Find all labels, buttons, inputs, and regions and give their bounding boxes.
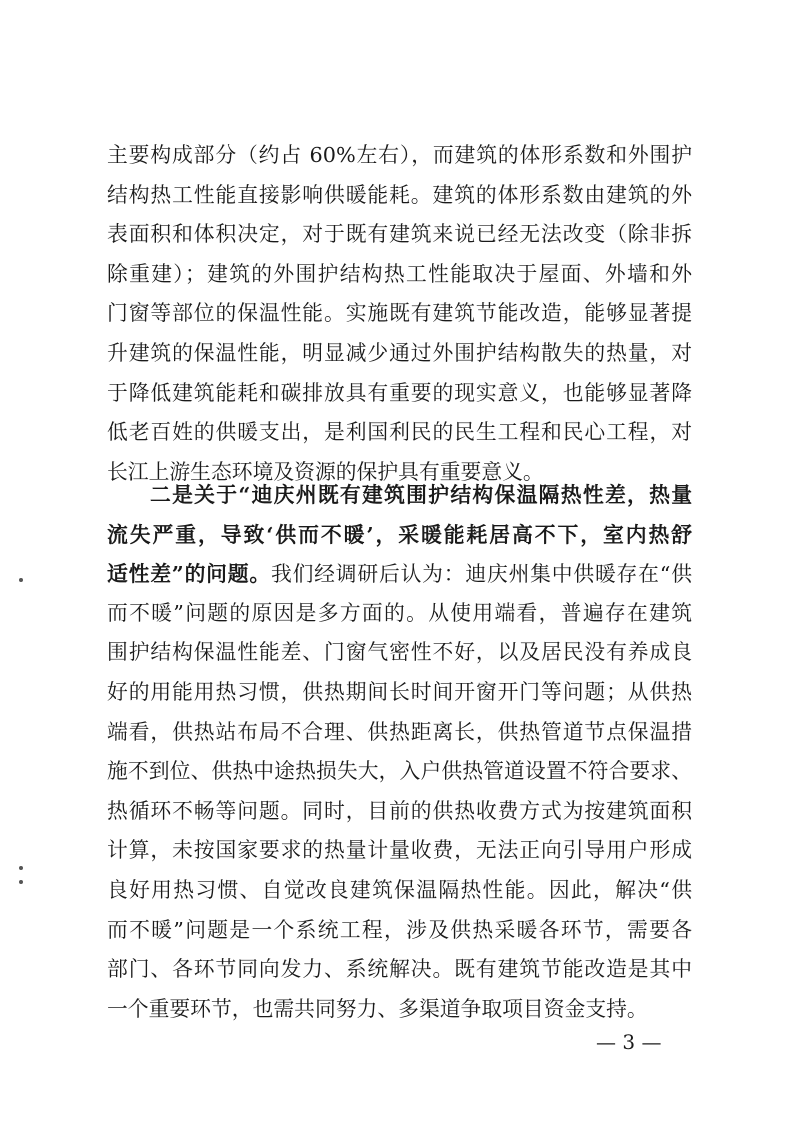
paragraph-1 xyxy=(107,136,692,492)
margin-mark xyxy=(19,880,23,884)
text-line: 结构热工性能直接影响供暖能耗。建筑的体形系数由建筑的外 xyxy=(107,182,692,207)
text-line: 好的用能用热习惯，供热期间长时间开窗开门等问题；从供热 xyxy=(107,679,692,704)
page-number: — 3 — xyxy=(596,1030,662,1054)
text-line: 表面积和体积决定，对于既有建筑来说已经无法改变（除非拆 xyxy=(107,222,692,247)
text-line: 于降低建筑能耗和碳排放具有重要的现实意义，也能够显著降 xyxy=(107,380,692,405)
text-line: 而不暖”问题是一个系统工程，涉及供热采暖各环节，需要各 xyxy=(107,917,692,942)
text-line: 长江上游生态环境及资源的保护具有重要意义。 xyxy=(107,459,544,484)
bold-heading-end: 适性差”的问题。 xyxy=(107,561,271,587)
margin-mark xyxy=(19,866,23,870)
text-line: 低老百姓的供暖支出，是利国利民的民生工程和民心工程，对 xyxy=(107,420,692,445)
text-line: 升建筑的保温性能，明显减少通过外围护结构散失的热量，对 xyxy=(107,340,692,365)
text-line: 主要构成部分（约占 60%左右），而建筑的体形系数和外围护 xyxy=(107,143,692,167)
text-line: 良好用热习惯、自觉改良建筑保温隔热性能。因此，解决“供 xyxy=(107,877,692,902)
bold-heading-line: 二是关于“迪庆州既有建筑围护结构保温隔热性差，热量 xyxy=(150,482,692,507)
text-line: 围护结构保温性能差、门窗气密性不好，以及居民没有养成良 xyxy=(107,640,692,665)
text-line: 门窗等部位的保温性能。实施既有建筑节能改造，能够显著提 xyxy=(107,301,692,326)
text-line: 一个重要环节，也需共同努力、多渠道争取项目资金支持。 xyxy=(107,996,648,1021)
text-line: 计算，未按国家要求的热量计量收费，无法正向引导用户形成 xyxy=(107,838,692,863)
paragraph-2 xyxy=(107,475,692,1029)
text-line: 除重建）；建筑的外围护结构热工性能取决于屋面、外墙和外 xyxy=(107,261,692,286)
text-line: 而不暖”问题的原因是多方面的。从使用端看，普遍存在建筑 xyxy=(107,600,692,625)
text-line: 热循环不畅等问题。同时，目前的供热收费方式为按建筑面积 xyxy=(107,798,692,823)
text-segment: 我们经调研后认为：迪庆州集中供暖存在“供 xyxy=(270,562,692,587)
mixed-line xyxy=(107,554,692,594)
text-line: 端看，供热站布局不合理、供热距离长，供热管道节点保温措 xyxy=(107,719,692,744)
margin-mark xyxy=(19,578,23,582)
bold-heading-line: 流失严重，导致‘供而不暖’，采暖能耗居高不下，室内热舒 xyxy=(107,521,692,547)
text-line: 部门、各环节同向发力、系统解决。既有建筑节能改造是其中 xyxy=(107,957,692,982)
text-line: 施不到位、供热中途热损失大，入户供热管道设置不符合要求、 xyxy=(107,759,692,784)
